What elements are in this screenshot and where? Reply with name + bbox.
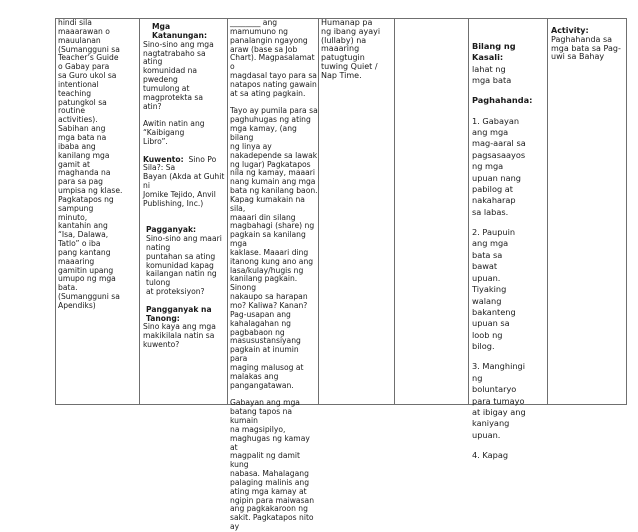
text-line: at ibigay ang <box>472 406 526 417</box>
text-line: atin? <box>143 101 162 111</box>
text-line: Sabihan ang <box>58 124 106 134</box>
text-line: Paghahanda sa <box>551 34 613 44</box>
text-line: ng <box>472 372 483 383</box>
text-line: 3. Manghingi <box>472 361 526 372</box>
nap-time-note <box>319 19 394 81</box>
text-line: sakit. Pagkatapos nito ay <box>230 513 314 532</box>
text-line: pangangatawan. <box>230 380 294 390</box>
text-line: ang pagkakaroon ng <box>230 504 308 514</box>
text-line: Nap Time. <box>321 70 362 80</box>
text-line: kuwento? <box>143 340 180 350</box>
text-line: upuan sa <box>472 318 510 329</box>
text-line: mga kamay, (ang bilang <box>230 124 297 142</box>
text-line: sa Guro ukol sa <box>58 71 117 81</box>
meal-routine-text <box>228 19 318 532</box>
text-line: maghanda na <box>58 168 111 178</box>
text-line: pabilog at <box>472 184 513 195</box>
step-2 <box>472 227 547 352</box>
text-line: patugtugin <box>321 53 365 63</box>
text-line: mamumuno ng <box>230 26 288 36</box>
text-line: ng linya ay <box>230 141 272 151</box>
text-line: loob ng <box>472 329 503 340</box>
text-line: Awitin natin ang “Kaibigang <box>143 119 205 138</box>
text-line: upuan nang <box>472 172 521 183</box>
text-line: ating mga kamay at <box>230 486 307 496</box>
column-3-cell <box>228 18 319 532</box>
table-row <box>56 19 627 405</box>
text-line: walang <box>472 295 502 306</box>
text-line: ang mga <box>472 238 509 249</box>
text-line: komunidad kapag <box>146 260 214 270</box>
text-line: Sino-sino ang maari nating <box>146 234 222 252</box>
text-line: Activity: <box>551 26 589 35</box>
column-7-cell <box>548 19 627 405</box>
text-line: palaging malinis ang <box>230 477 310 487</box>
pangganyak-text <box>143 323 227 350</box>
column-1-cell <box>56 19 140 405</box>
text-line: pagkain sa kanilang mga <box>230 230 306 249</box>
text-line: bata sa <box>472 249 503 260</box>
text-line: kaniyang <box>472 418 510 429</box>
text-line: pang kantang <box>58 247 111 257</box>
column-5-cell <box>395 19 469 405</box>
pagganyak-text <box>143 235 227 297</box>
text-line: nabasa. Mahalagang <box>230 469 309 479</box>
text-line: ibaba ang <box>58 141 96 151</box>
text-line: Pag-usapan ang <box>230 309 291 319</box>
text-line: boluntaryo <box>472 384 517 395</box>
step-4 <box>472 450 547 461</box>
text-line: pagkain at inumin para <box>230 345 299 364</box>
column-6-cell <box>469 19 548 460</box>
text-line: komunidad na pwedeng <box>143 66 198 85</box>
text-line: Chart). Magpasalamat o <box>230 53 315 72</box>
text-line: kailangan natin ng tulong <box>146 269 217 288</box>
text-line: hindi sila <box>58 18 92 27</box>
text-line: Kapag kumakain na sila, <box>230 194 305 213</box>
text-line: Tatlo” o iba <box>58 239 101 249</box>
text-line: (Sumangguni sa <box>58 292 120 302</box>
text-line: pagbabaon ng <box>230 327 285 337</box>
routine-instructions <box>56 19 139 311</box>
text-line: nila ng kamay, maaari <box>230 168 316 178</box>
text-line: patungkol sa <box>58 97 107 107</box>
text-line: kahalagahan ng <box>230 318 291 328</box>
text-line: maaarawan o <box>58 26 110 36</box>
text-line: tuwing Quiet / <box>321 61 378 71</box>
text-line: mag-aaral sa <box>472 138 526 149</box>
text-line: gamit at <box>58 159 91 169</box>
text-line: at sa ating pagkain. <box>230 88 306 98</box>
text-line: nang kumain ang mga <box>230 177 316 187</box>
text-line: para sa pag <box>58 177 103 187</box>
step-3 <box>472 361 547 441</box>
text-line: o Gabay para <box>58 62 110 72</box>
text-line: na magsipilyo, <box>230 424 286 434</box>
text-line: mauulanan <box>58 35 101 45</box>
katanungan-text <box>143 41 227 112</box>
text-line: upuan. <box>472 272 501 283</box>
text-line: 4. Kapag <box>472 449 509 460</box>
text-line: batang tapos na kumain <box>230 407 293 425</box>
text-line: Apendiks) <box>58 301 96 310</box>
text-line: kanilang mga <box>58 150 110 160</box>
text-line: Kasali: <box>472 52 504 63</box>
text-line: umpisa ng klase. <box>58 186 123 196</box>
text-line: Pagkatapos ng <box>58 194 114 204</box>
text-line: bata ng kanilang baon. <box>230 186 318 196</box>
text-line: ng lugar) Pagkatapos <box>230 159 311 169</box>
pangganyak-na-tanong-heading: Pangganyak na Tanong: <box>146 304 212 323</box>
text-line: Publishing, Inc.) <box>143 198 204 208</box>
text-line: activities). <box>58 115 98 125</box>
text-line: pagsasaayos <box>472 149 526 160</box>
text-line: araw (base sa Job <box>230 44 298 54</box>
text-line: bata. <box>58 283 78 293</box>
text-line: mga bata <box>472 75 512 86</box>
text-line: ng ibang ayayi <box>321 26 381 36</box>
text-line: Tayo ay pumila para sa <box>230 106 318 116</box>
text-line: 1. Gabayan <box>472 115 520 126</box>
text-line: Bilang ng <box>472 41 516 51</box>
lesson-plan-table <box>55 18 627 532</box>
text-line: “Isa, Dalawa, <box>58 230 109 240</box>
text-line: natapos nating gawain <box>230 79 317 89</box>
text-line: sa labas. <box>472 206 509 217</box>
text-line: ________ ang <box>230 18 278 27</box>
text-line: tumulong at magprotekta sa <box>143 83 203 102</box>
pagganyak-heading: Pagganyak: <box>146 225 197 235</box>
text-line: (Sumangguni sa <box>58 44 120 54</box>
text-line: masusustansiyang <box>230 336 301 346</box>
mga-katanungan-heading: Mga Katanungan: <box>152 22 207 40</box>
text-line: magpalit ng damit kung <box>230 451 300 470</box>
text-line: ngipin para maiwasan <box>230 495 315 505</box>
text-line: paghuhugas ng ating <box>230 115 311 125</box>
text-line: nakaupo sa harapan <box>230 292 308 302</box>
text-line: makikilala natin sa <box>143 331 215 341</box>
text-line: at proteksiyon? <box>146 287 205 297</box>
text-line: teaching <box>58 88 92 98</box>
text-line: mga bata sa Pag- <box>551 43 621 53</box>
kuwento-details <box>143 173 227 208</box>
text-line: ang mga <box>472 127 509 138</box>
text-line: Gabayan ang mga <box>230 398 300 408</box>
text-line: upuan. <box>472 429 501 440</box>
text-line: uwi sa Bahay <box>551 52 605 62</box>
kuwento-title: Sino Po Sila?: Sa <box>143 154 217 173</box>
text-line: umupo ng mga <box>58 274 116 284</box>
text-line: mo? Kaliwa? Kanan? <box>230 301 308 310</box>
text-line: nakadepende sa lawak <box>230 150 318 160</box>
text-line: lasa/kulay/hugis ng <box>230 265 304 275</box>
text-line: Sino-sino ang mga <box>143 39 214 49</box>
text-line: lahat ng <box>472 63 506 74</box>
text-line: magdasal tayo para sa <box>230 71 317 81</box>
text-line: intentional <box>58 79 99 89</box>
text-line: maaaring <box>321 44 360 54</box>
text-line: para tumayo <box>472 395 525 406</box>
text-line: maging malusog at <box>230 362 304 372</box>
text-line: sampung <box>58 203 94 213</box>
text-line: puntahan sa ating <box>146 251 216 261</box>
text-line: mga bata na <box>58 132 107 142</box>
activity-text <box>551 36 626 62</box>
text-line: maaari din silang <box>230 212 296 222</box>
text-line: malakas ang <box>230 371 279 381</box>
text-line: kanilang pagkain. Sinong <box>230 274 298 293</box>
bilang-ng-kasali-heading <box>472 41 547 64</box>
paghahanda-heading: Paghahanda: <box>472 95 533 106</box>
text-line: panalangin ngayong <box>230 35 308 45</box>
text-line: kantahin ang <box>58 221 108 231</box>
text-line: bakanteng <box>472 306 516 317</box>
text-line: maaaring <box>58 256 95 266</box>
text-line: ng mga <box>472 161 504 172</box>
text-line: nakaharap <box>472 195 516 206</box>
text-line: Sino kaya ang mga <box>143 322 216 332</box>
text-line: minuto, <box>58 212 88 222</box>
kasali-text <box>472 64 547 87</box>
text-line: maghugas ng kamay at <box>230 433 310 452</box>
text-line: Tiyaking <box>472 284 507 295</box>
awit-text <box>143 120 227 147</box>
text-line: gamitin upang <box>58 265 114 275</box>
text-line: Humanap pa <box>321 18 373 27</box>
text-line: routine <box>58 106 85 116</box>
kuwento-label: Kuwento: <box>143 154 184 164</box>
column-2-cell <box>140 19 228 405</box>
text-line: bawat <box>472 261 498 272</box>
text-line: magbahagi (share) ng <box>230 221 315 231</box>
step-1 <box>472 116 547 219</box>
text-line: Jomike Tejido, Anvil <box>143 189 216 199</box>
text-line: 2. Paupuin <box>472 227 516 238</box>
column-4-cell <box>319 19 395 405</box>
text-line: Teacher’s Guide <box>58 53 119 63</box>
text-line: kaklase. Maaari ding <box>230 247 309 257</box>
text-line: itanong kung ano ang <box>230 256 314 266</box>
text-line: Libro”. <box>143 136 168 146</box>
text-line: bilog. <box>472 341 495 352</box>
text-line: Bayan (Akda at Guhit ni <box>143 172 225 191</box>
text-line: (lullaby) na <box>321 35 367 45</box>
text-line: nagtatrabaho sa ating <box>143 48 206 67</box>
